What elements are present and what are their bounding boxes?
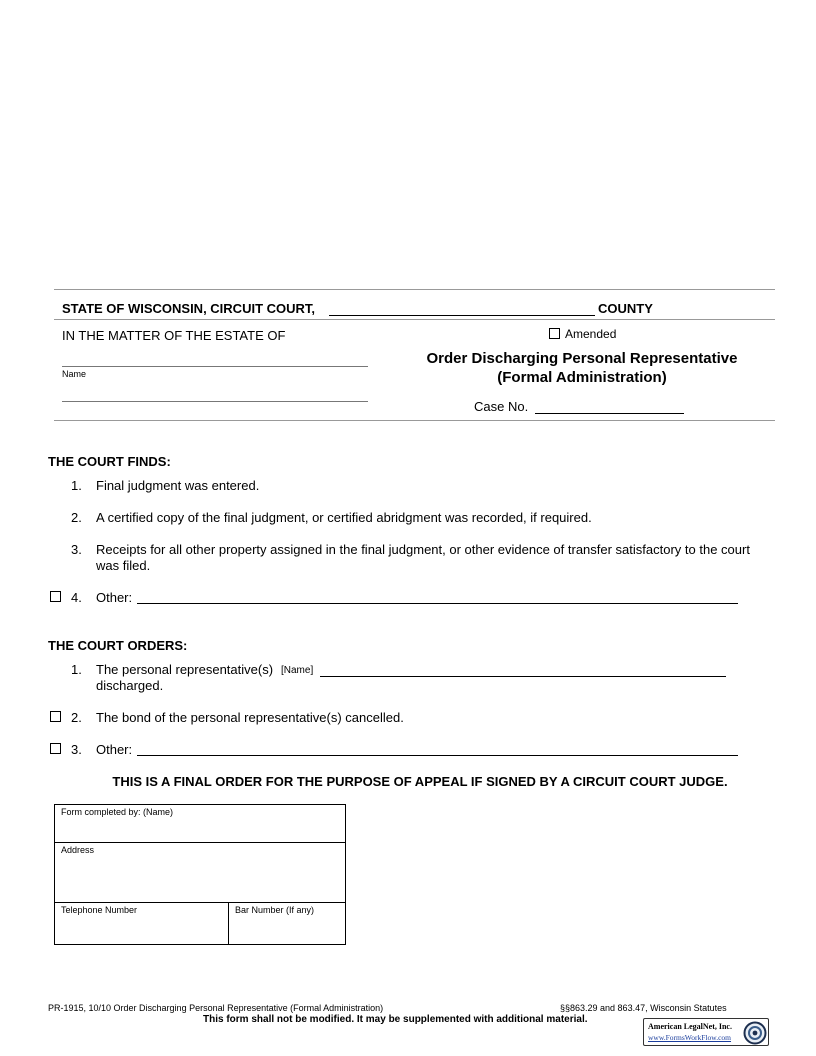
finding-3-text-cont: was filed. xyxy=(96,558,151,573)
order-2-number: 2. xyxy=(71,710,82,725)
finding-3-text: Receipts for all other property assigned in the final judgment, or other evidence of transfer satisfactory to the court xyxy=(96,542,750,557)
finding-4-number: 4. xyxy=(71,590,82,605)
finding-2-number: 2. xyxy=(71,510,82,525)
box-divider-1 xyxy=(54,842,346,843)
caption-top-rule xyxy=(54,289,775,290)
case-no-label: Case No. xyxy=(474,399,529,414)
legalnet-logo xyxy=(643,1018,769,1046)
court-finds-heading: THE COURT FINDS: xyxy=(48,454,171,469)
name-label: Name xyxy=(62,369,87,379)
court-orders-heading: THE COURT ORDERS: xyxy=(48,638,188,653)
caption-bottom-rule xyxy=(54,420,775,421)
order-1-name-hint: [Name] xyxy=(281,665,314,676)
address-label: Address xyxy=(61,845,95,855)
footer-statutes: §§863.29 and 863.47, Wisconsin Statutes xyxy=(560,1003,727,1013)
logo-company: American LegalNet, Inc. xyxy=(648,1022,732,1031)
finding-1-text: Final judgment was entered. xyxy=(96,478,260,493)
footer-notice: This form shall not be modified. It may be supplemented with additional material. xyxy=(203,1014,588,1025)
county-label: COUNTY xyxy=(598,301,653,316)
order-1-text-cont: discharged. xyxy=(96,678,164,693)
completed-by-label: Form completed by: (Name) xyxy=(61,807,174,817)
finding-3-number: 3. xyxy=(71,542,82,557)
order-1-name-field[interactable] xyxy=(320,676,726,677)
form-title-line2: (Formal Administration) xyxy=(497,369,667,386)
finding-2-text: A certified copy of the final judgment, or certified abridgment was recorded, if required. xyxy=(96,510,592,525)
globe-icon xyxy=(743,1021,767,1045)
finding-4-other-field[interactable] xyxy=(137,603,738,604)
final-order-notice: THIS IS A FINAL ORDER FOR THE PURPOSE OF APPEAL IF SIGNED BY A CIRCUIT COURT JUDGE. xyxy=(112,774,728,789)
estate-name-field[interactable] xyxy=(62,366,368,367)
box-divider-2 xyxy=(54,902,346,903)
state-court-label: STATE OF WISCONSIN, CIRCUIT COURT, xyxy=(62,301,316,316)
finding-4-other-label: Other: xyxy=(96,590,133,605)
logo-url[interactable]: www.FormsWorkFlow.com xyxy=(648,1033,732,1042)
telephone-field[interactable] xyxy=(58,918,224,942)
order-1-text: The personal representative(s) xyxy=(96,662,274,677)
finding-4-checkbox[interactable] xyxy=(50,591,61,602)
address-field[interactable] xyxy=(58,858,342,900)
order-3-checkbox[interactable] xyxy=(50,743,61,754)
completed-by-field[interactable] xyxy=(58,820,342,840)
caption-mid-rule xyxy=(54,319,775,320)
footer-form-id: PR-1915, 10/10 Order Discharging Personal Representative (Formal Administration) xyxy=(48,1003,384,1013)
estate-name-field-2[interactable] xyxy=(62,401,368,402)
amended-label: Amended xyxy=(565,327,617,341)
bar-number-label: Bar Number (If any) xyxy=(235,905,315,915)
case-no-field[interactable] xyxy=(535,413,684,414)
amended-checkbox[interactable] xyxy=(549,328,560,339)
order-3-other-label: Other: xyxy=(96,742,133,757)
order-2-checkbox[interactable] xyxy=(50,711,61,722)
order-2-text: The bond of the personal representative(s) cancelled. xyxy=(96,710,404,725)
order-3-number: 3. xyxy=(71,742,82,757)
telephone-label: Telephone Number xyxy=(61,905,138,915)
estate-matter-label: IN THE MATTER OF THE ESTATE OF xyxy=(62,328,286,343)
box-divider-vertical xyxy=(228,902,229,944)
order-1-number: 1. xyxy=(71,662,82,677)
county-name-field[interactable] xyxy=(329,315,595,316)
form-title-line1: Order Discharging Personal Representative xyxy=(426,350,738,367)
bar-number-field[interactable] xyxy=(232,918,342,942)
order-3-other-field[interactable] xyxy=(137,755,738,756)
finding-1-number: 1. xyxy=(71,478,82,493)
